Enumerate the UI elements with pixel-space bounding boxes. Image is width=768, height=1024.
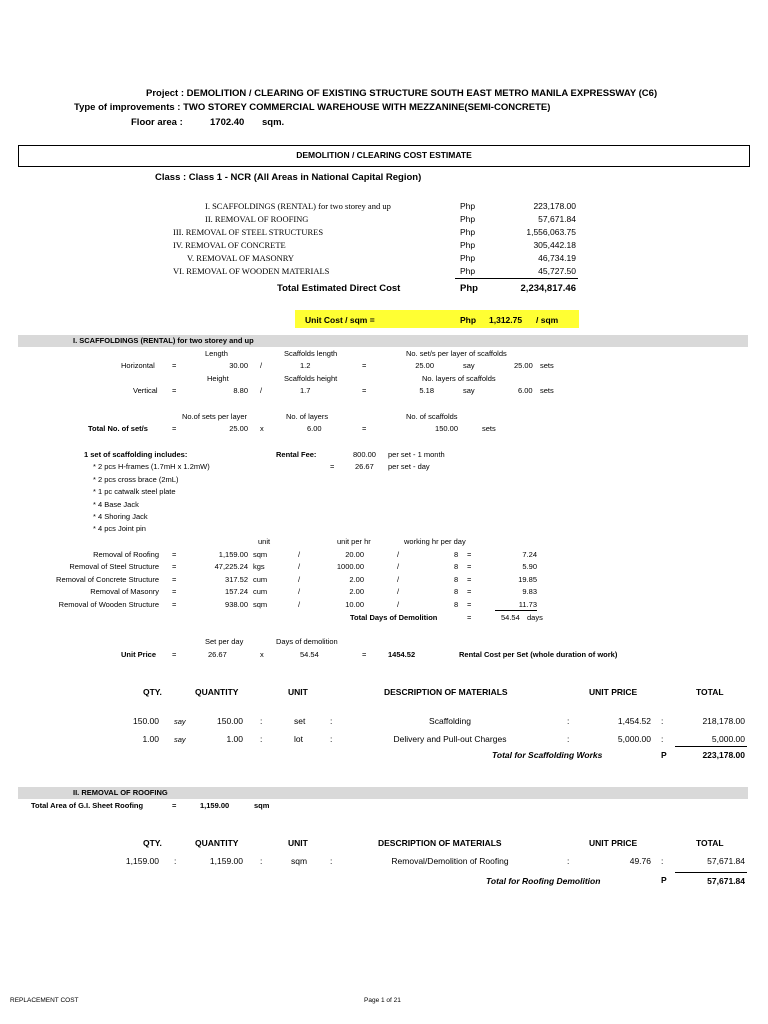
th-total: TOTAL: [696, 838, 724, 848]
colon: :: [330, 734, 333, 744]
rental-day-unit: per set - day: [388, 462, 430, 471]
duration-unit: sqm: [253, 550, 268, 559]
project-label: Project :: [146, 88, 185, 99]
eq-sign: =: [172, 361, 177, 370]
operator: x: [260, 650, 264, 659]
th-unit-price: UNIT PRICE: [589, 838, 638, 848]
duration-days: 7.24: [522, 550, 537, 559]
summary-amount: 305,442.18: [533, 240, 576, 250]
summary-amount: 45,727.50: [538, 266, 576, 276]
duration-hrs: 8: [454, 600, 459, 609]
col-header: No. set/s per layer of scaffolds: [406, 349, 507, 358]
eq-sign: =: [467, 587, 472, 596]
colon: :: [567, 716, 570, 726]
colon: :: [260, 716, 263, 726]
colon: :: [260, 856, 263, 866]
duration-rate: 1000.00: [336, 562, 364, 571]
duration-label: Removal of Roofing: [93, 550, 159, 559]
scaffold-total-label: Total for Scaffolding Works: [492, 750, 603, 760]
cell-desc: Delivery and Pull-out Charges: [393, 734, 507, 744]
duration-hrs: 8: [454, 587, 459, 596]
colon: :: [330, 716, 333, 726]
cell-total: 218,178.00: [702, 716, 745, 726]
operator: x: [260, 424, 264, 433]
th-qty: QTY.: [143, 687, 162, 697]
value-cell: 1.7: [300, 386, 311, 395]
value-cell: 54.54: [300, 650, 319, 659]
eq-sign: =: [172, 801, 177, 810]
vertical-label: Vertical: [133, 386, 158, 395]
duration-days: 11.73: [518, 600, 537, 609]
section-header-scaffoldings: I. SCAFFOLDINGS (RENTAL) for two storey and up: [73, 336, 254, 345]
duration-unit: cum: [253, 587, 268, 596]
eq-sign: =: [172, 575, 177, 584]
rental-month: 800.00: [353, 450, 376, 459]
col-header: No. layers of scaffolds: [422, 374, 496, 383]
summary-cur: Php: [460, 253, 476, 263]
estimate-title: DEMOLITION / CLEARING COST ESTIMATE: [296, 150, 472, 160]
total-days: 54.54: [501, 613, 520, 622]
col-header: Scaffolds height: [284, 374, 338, 383]
value-cell: 5.18: [419, 386, 434, 395]
operator: /: [397, 550, 400, 559]
operator: /: [260, 361, 263, 370]
duration-unit: sqm: [253, 600, 268, 609]
duration-days: 5.90: [522, 562, 537, 571]
th-unit: UNIT: [288, 838, 308, 848]
cell-unit: sqm: [291, 856, 308, 866]
eq-sign: =: [172, 424, 177, 433]
value-cell: 25.00: [415, 361, 434, 370]
cell-say: say: [174, 735, 186, 744]
total-direct-cost-cur: Php: [460, 283, 478, 294]
value-cell: 8.80: [233, 386, 248, 395]
duration-rate: 2.00: [349, 587, 364, 596]
floor-value: 1702.40: [210, 117, 245, 128]
duration-label: Removal of Wooden Structure: [58, 600, 159, 609]
summary-label: V. REMOVAL OF MASONRY: [187, 253, 295, 263]
value-cell: 150.00: [435, 424, 458, 433]
duration-qty: 157.24: [225, 587, 248, 596]
duration-days: 9.83: [522, 587, 537, 596]
operator: /: [298, 562, 301, 571]
project-line: [146, 88, 657, 99]
col-header: Height: [207, 374, 229, 383]
duration-rate: 10.00: [345, 600, 364, 609]
duration-qty: 47,225.24: [214, 562, 248, 571]
col-header: unit: [258, 537, 271, 546]
summary-amount: 57,671.84: [538, 214, 576, 224]
duration-unit: kgs: [253, 562, 265, 571]
horizontal-label: Horizontal: [121, 361, 155, 370]
type-value: TWO STOREY COMMERCIAL WAREHOUSE WITH MEZZANINE(SEMI-CONCRETE): [183, 102, 551, 113]
total-sets-label: Total No. of set/s: [88, 424, 148, 433]
th-desc: DESCRIPTION OF MATERIALS: [384, 687, 508, 697]
duration-unit: cum: [253, 575, 268, 584]
rental-month-unit: per set - 1 month: [388, 450, 445, 459]
th-quantity: QUANTITY: [195, 687, 239, 697]
duration-qty: 1,159.00: [218, 550, 248, 559]
th-unit: UNIT: [288, 687, 308, 697]
th-quantity: QUANTITY: [195, 838, 239, 848]
eq-sign: =: [330, 462, 335, 471]
cell-total: 57,671.84: [707, 856, 745, 866]
duration-label: Removal of Steel Structure: [69, 562, 159, 571]
class-line: Class : Class 1 - NCR (All Areas in National Capital Region): [155, 172, 422, 183]
total-divider: [675, 746, 747, 747]
roof-area-unit: sqm: [254, 801, 270, 810]
summary-amount: 1,556,063.75: [526, 227, 576, 237]
col-header: Length: [205, 349, 228, 358]
duration-qty: 938.00: [225, 600, 248, 609]
eq-sign: =: [172, 587, 177, 596]
unit-text: sets: [540, 361, 554, 370]
cell-unit: lot: [294, 734, 303, 744]
cell-desc: Scaffolding: [429, 716, 471, 726]
duration-rate: 2.00: [349, 575, 364, 584]
colon: :: [330, 856, 333, 866]
duration-label: Removal of Concrete Structure: [56, 575, 159, 584]
summary-divider: [455, 278, 578, 279]
cell-price: 5,000.00: [617, 734, 651, 744]
operator: /: [397, 587, 400, 596]
th-qty: QTY.: [143, 838, 162, 848]
duration-rate: 20.00: [345, 550, 364, 559]
footer-left: REPLACEMENT COST: [10, 997, 79, 1004]
summary-cur: Php: [460, 201, 476, 211]
unit-price-result: 1454.52: [388, 650, 416, 659]
unit-text: sets: [540, 386, 554, 395]
summary-amount: 46,734.19: [538, 253, 576, 263]
cell-quantity: 1,159.00: [209, 856, 243, 866]
includes-item: * 4 pcs Joint pin: [93, 524, 146, 533]
total-direct-cost: 2,234,817.46: [520, 283, 576, 294]
operator: /: [397, 600, 400, 609]
col-header: Days of demolition: [276, 637, 338, 646]
page-number: Page 1 of 21: [364, 997, 401, 1004]
summary-cur: Php: [460, 240, 476, 250]
operator: /: [298, 600, 301, 609]
eq-sign: =: [362, 650, 367, 659]
eq-sign: =: [172, 386, 177, 395]
eq-sign: =: [362, 361, 367, 370]
col-header: No.of sets per layer: [182, 412, 248, 421]
summary-label: III. REMOVAL OF STEEL STRUCTURES: [173, 227, 324, 237]
duration-label: Removal of Masonry: [90, 587, 159, 596]
duration-hrs: 8: [454, 562, 459, 571]
duration-hrs: 8: [454, 550, 459, 559]
operator: /: [397, 575, 400, 584]
eq-sign: =: [172, 562, 177, 571]
eq-sign: =: [172, 600, 177, 609]
cell-price: 49.76: [629, 856, 651, 866]
th-unit-price: UNIT PRICE: [589, 687, 638, 697]
type-label: Type of improvements :: [74, 102, 181, 113]
cell-quantity: 150.00: [217, 716, 243, 726]
cell-unit: set: [294, 716, 306, 726]
value-cell: 30.00: [229, 361, 248, 370]
operator: /: [397, 562, 400, 571]
cell-say: say: [174, 717, 186, 726]
eq-sign: =: [467, 550, 472, 559]
duration-hrs: 8: [454, 575, 459, 584]
roofing-total-p: P: [661, 875, 667, 885]
unit-price-label: Unit Price: [121, 650, 157, 659]
summary-amount: 223,178.00: [533, 201, 576, 211]
colon: :: [174, 856, 177, 866]
roof-area-label: Total Area of G.I. Sheet Roofing: [31, 801, 144, 810]
value-cell: 6.00: [518, 386, 533, 395]
value-cell: 1.2: [300, 361, 311, 370]
includes-item: * 2 pcs cross brace (2mL): [93, 475, 179, 484]
cell-desc: Removal/Demolition of Roofing: [391, 856, 509, 866]
eq-sign: =: [362, 424, 367, 433]
colon: :: [567, 856, 570, 866]
colon: :: [661, 734, 664, 744]
value-cell: 26.67: [208, 650, 227, 659]
duration-days: 19.85: [518, 575, 537, 584]
colon: :: [567, 734, 570, 744]
unit-cost-unit: / sqm: [536, 315, 559, 325]
summary-label: I. SCAFFOLDINGS (RENTAL) for two storey and up: [205, 201, 391, 211]
rental-day: 26.67: [355, 462, 374, 471]
unit-cost-value: 1,312.75: [489, 315, 523, 325]
colon: :: [260, 734, 263, 744]
col-header: unit per hr: [337, 537, 371, 546]
colon: :: [661, 856, 664, 866]
total-direct-cost-label: Total Estimated Direct Cost: [277, 283, 401, 294]
value-cell: 6.00: [307, 424, 322, 433]
eq-sign: =: [467, 575, 472, 584]
unit-cost-cur: Php: [460, 315, 477, 325]
col-header: Set per day: [205, 637, 244, 646]
operator: /: [298, 587, 301, 596]
roofing-total: 57,671.84: [707, 876, 745, 886]
operator: /: [260, 386, 263, 395]
say-text: say: [463, 361, 475, 370]
duration-qty: 317.52: [225, 575, 248, 584]
summary-cur: Php: [460, 266, 476, 276]
cell-qty: 1,159.00: [125, 856, 159, 866]
total-days-label: Total Days of Demolition: [350, 613, 438, 622]
value-cell: 25.00: [229, 424, 248, 433]
scaffold-total-p: P: [661, 750, 667, 760]
floor-label: Floor area :: [131, 117, 183, 128]
total-divider: [675, 872, 747, 873]
eq-sign: =: [467, 600, 472, 609]
days-divider: [495, 610, 537, 611]
summary-label: IV. REMOVAL OF CONCRETE: [173, 240, 286, 250]
total-days-unit: days: [527, 613, 543, 622]
includes-item: * 2 pcs H-frames (1.7mH x 1.2mW): [93, 462, 210, 471]
col-header: Scaffolds length: [284, 349, 338, 358]
type-line: [74, 102, 550, 113]
includes-item: * 4 Base Jack: [93, 500, 139, 509]
includes-label: 1 set of scaffolding includes:: [84, 450, 188, 459]
eq-sign: =: [362, 386, 367, 395]
includes-item: * 4 Shoring Jack: [93, 512, 148, 521]
col-header: working hr per day: [404, 537, 466, 546]
operator: /: [298, 575, 301, 584]
unit-price-note: Rental Cost per Set (whole duration of work): [459, 650, 618, 659]
roof-area-value: 1,159.00: [200, 801, 230, 810]
summary-cur: Php: [460, 214, 476, 224]
col-header: No. of scaffolds: [406, 412, 458, 421]
th-desc: DESCRIPTION OF MATERIALS: [378, 838, 502, 848]
operator: /: [298, 550, 301, 559]
summary-cur: Php: [460, 227, 476, 237]
value-cell: 25.00: [514, 361, 533, 370]
summary-label: II. REMOVAL OF ROOFING: [205, 214, 309, 224]
unit-text: sets: [482, 424, 496, 433]
roofing-total-label: Total for Roofing Demolition: [486, 876, 601, 886]
th-total: TOTAL: [696, 687, 724, 697]
project-value: DEMOLITION / CLEARING OF EXISTING STRUCTURE SOUTH EAST METRO MANILA EXPRESSWAY (C6): [186, 88, 658, 99]
eq-sign: =: [467, 562, 472, 571]
scaffold-total: 223,178.00: [702, 750, 745, 760]
unit-cost-label: Unit Cost / sqm =: [305, 315, 375, 325]
cell-quantity: 1.00: [226, 734, 243, 744]
rental-label: Rental Fee:: [276, 450, 317, 459]
cell-qty: 1.00: [142, 734, 159, 744]
cell-qty: 150.00: [133, 716, 159, 726]
col-header: No. of layers: [286, 412, 329, 421]
cell-total: 5,000.00: [711, 734, 745, 744]
section-header-roofing: II. REMOVAL OF ROOFING: [73, 788, 168, 797]
eq-sign: =: [172, 650, 177, 659]
eq-sign: =: [467, 613, 472, 622]
floor-unit: sqm.: [262, 117, 285, 128]
say-text: say: [463, 386, 475, 395]
cell-price: 1,454.52: [617, 716, 651, 726]
summary-label: VI. REMOVAL OF WOODEN MATERIALS: [173, 266, 330, 276]
eq-sign: =: [172, 550, 177, 559]
colon: :: [661, 716, 664, 726]
includes-item: * 1 pc catwalk steel plate: [93, 487, 176, 496]
